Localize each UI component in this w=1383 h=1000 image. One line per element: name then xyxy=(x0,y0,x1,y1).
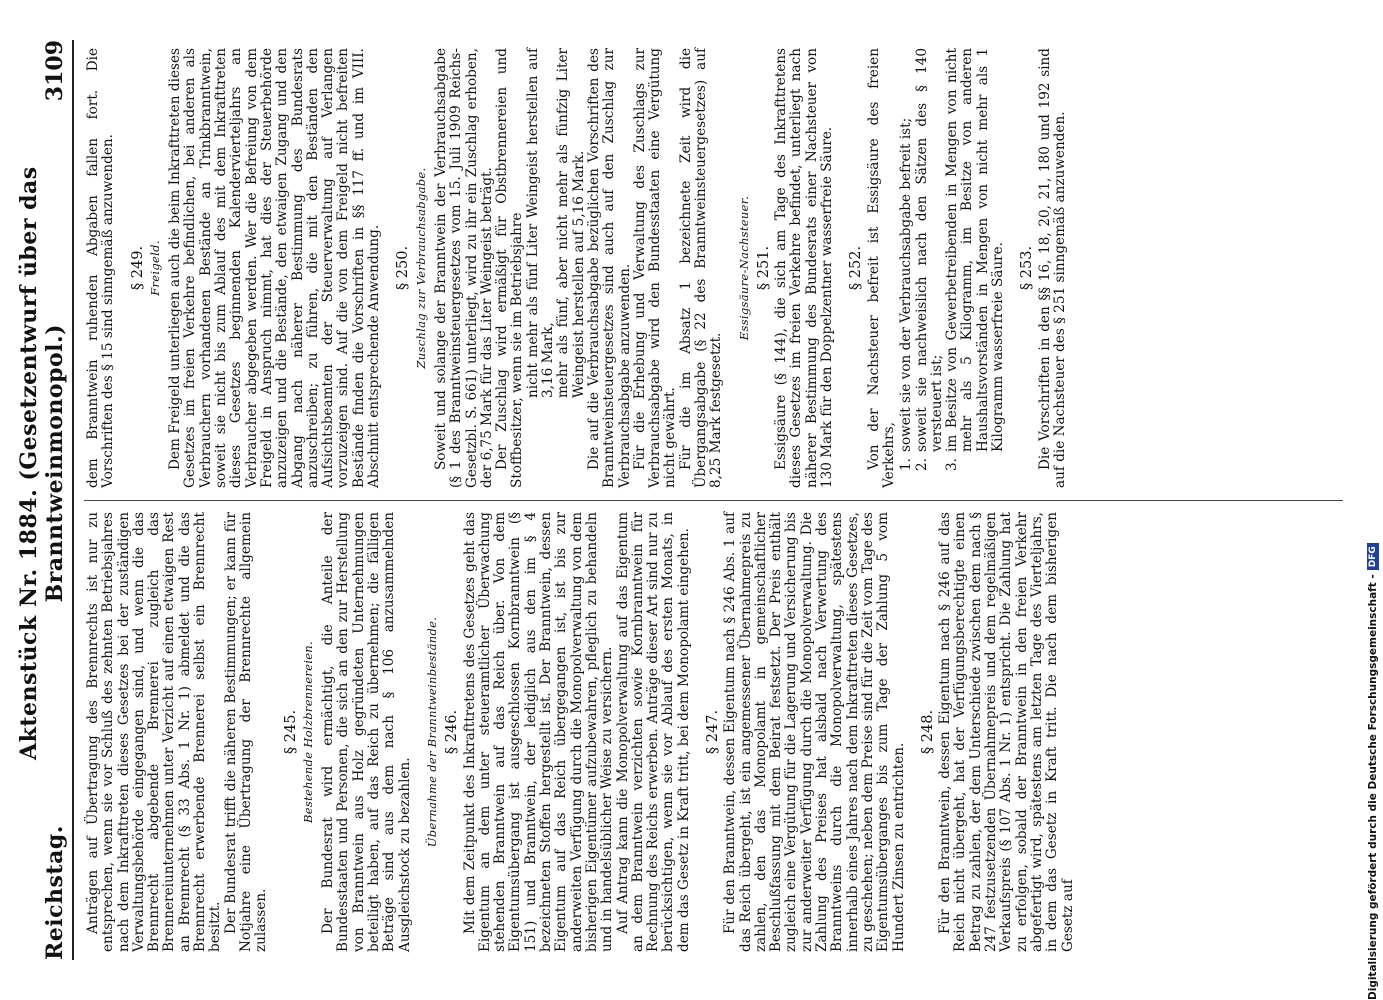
paragraph: Mit dem Zeitpunkt des Inkrafttretens des Gesetzes geht das Eigentum an dem unter steueramtlicher Überwachung stehenden Branntwein auf das Reich über. Von dem Eigentumsübergang ist ausgeschlossen Kornbranntwein (§ 151) und Branntwein, der lediglich aus den im § 4 bezeichneten Stoffen hergestellt ist. Der Branntwein, dessen Eigentum auf das Reich übergegangen ist, ist bis zur anderweiten Verfügung durch die Monopolverwaltung von dem bisherigen Eigentümer aufzubewahren, pfleglich zu behandeln und in handelsüblicher Weise zu versichern. xyxy=(461,512,616,952)
section-title-247: § 247. xyxy=(704,709,721,755)
list-item xyxy=(945,48,1006,488)
paragraph: Der Zuschlag wird ermäßigt für Obstbrennereien und Stoffbesitzer, wenn sie im Betriebsjahre xyxy=(494,48,526,488)
list-item-number: 3. xyxy=(944,458,961,471)
header-aktenstueck xyxy=(16,101,68,825)
list-item-number: 2. xyxy=(913,458,930,471)
section-title-248: § 248. xyxy=(919,709,936,755)
header-gesetzentwurf: (Gesetzentwurf über das Branntweinmonopol.) xyxy=(16,166,68,603)
credit-text: Digitalisierung gefördert durch die Deutsche Forschungsgemeinschaft - xyxy=(1367,574,1379,1000)
right-column xyxy=(86,48,1335,488)
exemption-list xyxy=(899,48,1006,488)
section-title-245: § 245. xyxy=(282,709,299,755)
section-title-253: § 253. xyxy=(1019,245,1036,291)
paragraph: Für die Erhebung und Verwaltung des Zuschlags zur Verbrauchsabgabe wird den Bundesstaaten eine Vergütung nicht gewährt. xyxy=(631,48,679,488)
header-rule xyxy=(72,40,74,960)
paragraph: Für den Branntwein, dessen Eigentum nach § 246 Abs. 1 auf das Reich übergeht, ist ein angemessener Übernahmepreis zu zahlen, den das Monopolamt in gemeinschaftlicher Beschlußfassung mit dem Beirat festsetzt. Der Preis enthält zugleich eine Vergütung für die Lagerung und Versicherung bis zur anderweiter Verfügung durch die Monopolverwaltung. Die Zahlung des Preises hat alsbald nach Verwertung des Branntweins durch die Monopolverwaltung, spätestens innerhalb eines Jahres nach dem Inkrafttreten dieses Gesetzes, zu geschehen; neben dem Preise sind für die Zeit vom Tage des Eigentumsüberganges bis zum Tage der Zahlung 5 vom Hundert Zinsen zu entrichten. xyxy=(722,512,907,952)
list-item-text: soweit sie von der Verbrauchsabgabe befreit ist; xyxy=(898,117,915,452)
paragraph: Von der Nachsteuer befreit ist Essigsäure des freien Verkehrs, xyxy=(865,48,897,488)
section-title-251: § 251. xyxy=(755,245,772,291)
section-subtitle-250: Zuschlag zur Verbrauchsabgabe. xyxy=(413,167,428,369)
digitization-credit xyxy=(1364,0,1382,1000)
page-number: 3109 xyxy=(42,40,68,102)
header-reichstag: Reichstag. xyxy=(42,825,68,960)
paragraph: Auf Antrag kann die Monopolverwaltung auf das Eigentum an dem Branntwein verzichten sowie Kornbranntwein für Rechnung des Reichs erwerben. Anträge dieser Art sind nur zu berücksichtigen, wenn sie vor Ablauf des ersten Monats, in dem das Gesetz in Kraft tritt, bei dem Monopolamt eingehen. xyxy=(614,512,692,952)
column-divider xyxy=(84,500,1343,501)
section-title-252: § 252. xyxy=(848,245,865,291)
paragraph: Anträgen auf Übertragung des Brennrechts ist nur zu entsprechen, wenn sie vor Schluß des zehnten Betriebsjahres nach dem Inkrafttreten dieses Gesetzes bei der zuständigen Verwaltungsbehörde eingegangen sind, und wenn die das Brennrecht abgebende Brennerei zugleich das Brennereiunternehmen unter Verzicht auf einen etwaigen Rest an Brennrecht (§ 33 Abs. 1 Nr. 1) abmeldet und die das Brennrecht erwerbende Brennerei selbst ein Brennrecht besitzt. xyxy=(85,512,224,952)
list-item-text: im Besitze von Gewerbetreibenden in Mengen von nicht mehr als 5 Kilogramm, im Besitze von anderen Haushaltsvorständen in Mengen von nicht mehr als 1 Kilogramm wasserfreie Säure. xyxy=(944,48,1007,452)
section-heading-uebernahme: Übernahme der Branntweinbestände. xyxy=(424,616,439,848)
paragraph: nicht mehr als fünf Liter Weingeist herstellen auf 3,16 Mark, xyxy=(524,48,557,398)
list-item xyxy=(915,48,946,488)
paragraph: dem Branntwein ruhenden Abgaben fallen fort. Die Vorschriften des § 15 sind sinngemäß anzuwenden. xyxy=(85,48,117,488)
paragraph: Für die im Absatz 1 bezeichnete Zeit wird die Übergangsabgabe (§ 22 des Branntweinsteuergesetzes) auf 8,25 Mark festgesetzt. xyxy=(677,48,725,488)
paragraph: Essigsäure (§ 144), die sich am Tage des Inkrafttretens dieses Gesetzes im freien Verkehre befindet, unterliegt nach näherer Bestimmung des Bundesrats einer Nachsteuer von 130 Mark für den Doppelzentner wasserfreie Säure. xyxy=(773,48,836,488)
paragraph: Der Bundesrat wird ermächtigt, die Anteile der Bundesstaaten und Personen, die sich an den zur Herstellung von Branntwein aus Holz gegründeten Unternehmungen beteiligt haben, auf das Reich zu übernehmen; die fälligen Beträge sind aus dem nach § 106 anzusammelnden Ausgleichstock zu bezahlen. xyxy=(320,512,413,952)
left-column xyxy=(86,512,1335,952)
section-title-250: § 250. xyxy=(395,245,412,291)
dfg-logo: DFG xyxy=(1367,543,1379,570)
list-item xyxy=(899,48,914,488)
paragraph: Dem Freigeld unterliegen auch die beim Inkrafttreten dieses Gesetzes im freien Verkehre befindlichen, bei anderen als Verbrauchern vorhandenen Bestände an Trinkbranntwein, soweit sie nicht bis zum Ablauf des mit dem Inkrafttreten dieses Gesetzes beginnenden Kalendervierteljahrs an Verbraucher abgegeben werden. Wer die Befreiung von dem Freigeld in Anspruch nimmt, hat dies der Steuerbehörde anzuzeigen und die Bestände, den etwaigen Zugang und den Abgang nach näherer Bestimmung des Bundesrats anzuschreiben; zu führen, die mit den Beständen den Aufsichtsbeamten der Steuerverwaltung auf Verlangen vorzuzeigen sind. Auf die von dem Freigeld nicht befreiten Bestände finden die Vorschriften in §§ 117 ff. und im VIII. Abschnitt entsprechende Anwendung. xyxy=(167,48,383,488)
paragraph: mehr als fünf, aber nicht mehr als fünfzig Liter Weingeist herstellen auf 5,16 Mark. xyxy=(555,48,587,398)
header-aktenstueck-number: Aktenstück Nr. 1884. xyxy=(16,488,42,760)
list-item-number: 1. xyxy=(898,458,915,471)
section-heading-essigsaeure: Essigsäure-Nachsteuer. xyxy=(736,195,751,341)
section-title-249: § 249. xyxy=(129,245,146,291)
paragraph: Die Vorschriften in den §§ 16, 18, 20, 21, 180 und 192 sind auf die Nachsteuer des § 251 sinngemäß anzuwenden. xyxy=(1036,48,1068,488)
section-subtitle-249: Freigeld. xyxy=(147,240,162,296)
paragraph: Der Bundesrat trifft die näheren Bestimmungen; er kann für Notjahre eine Übertragung der Brennrechte allgemein zulassen. xyxy=(222,512,270,952)
section-subtitle-245: Bestehende Holzbrennereien. xyxy=(300,641,315,823)
paragraph: Die auf die Verbrauchsabgabe bezüglichen Vorschriften des Branntweinsteuergesetzes sind auch auf den Zuschlag zur Verbrauchsabgabe anzuwenden. xyxy=(585,48,633,488)
section-title-246: § 246. xyxy=(444,709,461,755)
paragraph: Soweit und solange der Branntwein der Verbrauchsabgabe (§ 1 des Branntweinsteuergesetzes vom 15. Juli 1909 Reichs-Gesetzbl. S. 661) unterliegt, wird zu ihr ein Zuschlag erhoben, der 6,75 Mark für das Liter Weingeist beträgt. xyxy=(432,48,495,488)
list-item-text: soweit sie nachweislich nach den Sätzen des § 140 versteuert ist; xyxy=(913,48,945,452)
page-header xyxy=(8,40,68,960)
paragraph: Für den Branntwein, dessen Eigentum nach § 246 auf das Reich nicht übergeht, hat der Verfügungsberechtigte einen Betrag zu zahlen, der dem Unterschiede zwischen dem nach § 247 festzusetzenden Übernahmepreis und dem regelmäßigen Verkaufspreis (§ 107 Abs. 1 Nr. 1) entspricht. Die Zahlung hat zu erfolgen, sobald der Branntwein in den freien Verkehr abgefertigt wird, spätestens am letzten Tage des Vierteljahrs, in dem das Gesetz in Kraft tritt. Die nach dem bisherigen Gesetz auf xyxy=(937,512,1076,952)
